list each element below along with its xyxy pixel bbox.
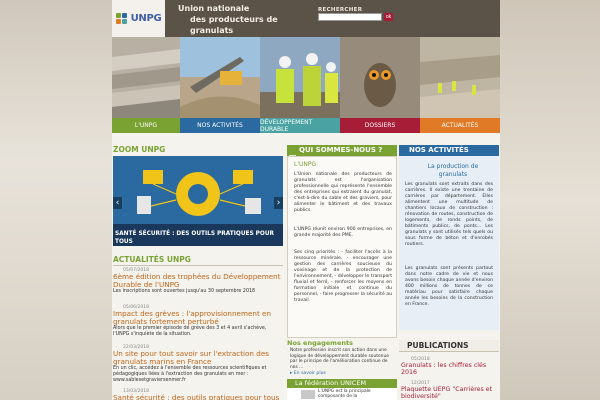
news-item bbox=[113, 268, 283, 295]
news-text: Alors que le premier épisode de grève des 3 et 4 avril s'achève, l'UNPG s'inquiète de la situation. bbox=[113, 326, 267, 337]
search-label: RECHERCHER bbox=[318, 7, 363, 13]
nav-label: DÉVELOPPEMENT DURABLE bbox=[260, 118, 313, 133]
news-title[interactable]: Santé sécurité : des outils pratiques pour tous bbox=[113, 393, 280, 400]
news-text: En un clic, accédez à l'ensemble des ressources scientifiques et pédagogiques liées à l'extraction des granulats en mer : www.sablesetgraviersenmer.fr bbox=[113, 366, 267, 383]
nav-dossiers[interactable] bbox=[340, 118, 420, 133]
carousel-prev-icon[interactable]: ‹ bbox=[113, 197, 122, 209]
background-right bbox=[500, 0, 600, 400]
publication-item bbox=[401, 381, 501, 400]
search-button[interactable]: ok bbox=[385, 14, 392, 20]
federation-title: La fédération UNICEM bbox=[287, 379, 397, 388]
nav-actualites[interactable] bbox=[420, 118, 500, 133]
news-date: 05/07/2018 bbox=[123, 268, 149, 273]
nav-label: DOSSIERS bbox=[364, 122, 396, 129]
news-item bbox=[113, 389, 283, 400]
photo-crusher bbox=[180, 37, 260, 118]
publication-date: 05/2018 bbox=[411, 357, 430, 362]
news-title[interactable]: Un site pour tout savoir sur l'extraction des granulats marins en France bbox=[113, 349, 270, 366]
federation-text: L'UNPG est la principale composante de la bbox=[318, 389, 371, 399]
news-title[interactable]: Impact des grèves : l'approvisionnement en granulats fortement perturbé bbox=[113, 309, 272, 326]
logo-mark-icon bbox=[116, 13, 128, 25]
logo-text: UNPG bbox=[130, 13, 162, 24]
photo-owl bbox=[340, 37, 420, 118]
checkbox-icon bbox=[289, 147, 296, 154]
nav-label: NOS ACTIVITÉS bbox=[197, 122, 243, 129]
engagements-text: Notre profession inscrit son action dans une logique de développement durable soutenue par le principe de l'amélioration continue de nos ... bbox=[290, 348, 389, 370]
news-item bbox=[113, 305, 283, 338]
news-title[interactable]: 6ème édition des trophées du Développement Durable de l'UNPG bbox=[113, 272, 281, 289]
logo[interactable] bbox=[112, 0, 165, 37]
actualites-title: ACTUALITÉS UNPG bbox=[113, 255, 191, 264]
news-date: 13/03/2018 bbox=[123, 389, 149, 394]
org-title-line1: Union nationale bbox=[178, 4, 250, 13]
qui-title-text: QUI SOMMES-NOUS ? bbox=[299, 146, 383, 154]
nos-activites-title: NOS ACTIVITÉS bbox=[399, 145, 499, 156]
publication-title[interactable]: Granulats : les chiffres clés 2016 bbox=[401, 362, 487, 376]
news-date: 22/03/2018 bbox=[123, 345, 149, 350]
publication-item bbox=[401, 357, 501, 376]
nav-developpement-durable[interactable] bbox=[260, 118, 340, 133]
qui-paragraph-2: L'UNPG réunit environ 900 entreprises, en grande majorité des PME. bbox=[294, 227, 392, 238]
photo-workers bbox=[260, 37, 340, 118]
nav-lunpg[interactable] bbox=[112, 118, 180, 133]
qui-subtitle: L'UNPG bbox=[294, 161, 317, 168]
qui-paragraph-1: L'Union nationale des producteurs de granulats est l'organisation professionnelle qui représente l'ensemble des entreprises qui extraient du granulat, c'est-à-dire du sable et des graviers, pour alimenter le bâtiment et des travaux publics. bbox=[294, 172, 392, 213]
qui-paragraph-3: Ses cinq priorités : - faciliter l'accès à la ressource minérale, - encourager une gestion des carrières soucieuse du voisinage et de la protection de l'environnement, - développer le transport fluvial et ferré, - renforcer les moyens en formation initiale et continue du personnel, - faire progresser la sécurité au travail. bbox=[294, 250, 392, 303]
news-date: 05/06/2018 bbox=[123, 305, 149, 310]
org-title-line2: des producteurs de granulats bbox=[190, 15, 278, 35]
zoom-title: ZOOM UNPG bbox=[113, 145, 166, 154]
unicem-logo[interactable] bbox=[301, 390, 315, 399]
photo-quarry-terraces bbox=[112, 37, 180, 118]
photo-quarry-site bbox=[420, 37, 500, 118]
publications-title: PUBLICATIONS bbox=[399, 340, 499, 352]
nav-label: ACTUALITÉS bbox=[441, 122, 479, 129]
publication-date: 12/2017 bbox=[411, 381, 430, 386]
qui-sommes-nous-title bbox=[287, 145, 397, 156]
news-text: Les inscriptions sont ouvertes jusqu'au 30 septembre 2018 bbox=[113, 289, 256, 294]
carousel-next-icon[interactable]: › bbox=[274, 197, 283, 209]
zoom-caption[interactable]: SANTÉ SÉCURITÉ : DES OUTILS PRATIQUES POUR TOUS bbox=[115, 231, 275, 245]
search-input[interactable] bbox=[318, 13, 382, 21]
page bbox=[112, 0, 500, 400]
activites-paragraph-2: Les granulats sont présents partout dans notre cadre de vie et nous avons besoin chaque année d'environ 400 millions de tonnes de ce matériau pour satisfaire chaque année les besoins de la construction en France. bbox=[405, 266, 493, 307]
header bbox=[112, 0, 500, 37]
divider bbox=[113, 265, 283, 266]
activites-paragraph-1: Les granulats sont extraits dans des carrières. Il existe une trentaine de carrières par département. Elles alimentent une multitude de chantiers locaux de construction : rénovation de routes, construction de logements, de ronds points, de bâtiments publics, de ponts... Les granulats y sont utilisés tels quels ou sous forme de béton et d'enrobés routiers. bbox=[405, 182, 493, 247]
activites-subtitle: La production de granulats bbox=[427, 163, 479, 178]
qui-sommes-nous-box bbox=[287, 156, 397, 338]
nos-activites-box bbox=[399, 156, 499, 330]
nav-label: L'UNPG bbox=[134, 122, 158, 129]
publication-title[interactable]: Plaquette UEPG "Carrières et biodiversité" bbox=[401, 386, 493, 400]
engagements-more-link[interactable]: ▸ En savoir plus bbox=[290, 371, 326, 376]
background-left bbox=[0, 0, 112, 400]
nav-nos-activites[interactable] bbox=[180, 118, 260, 133]
engagements-title: Nos engagements bbox=[287, 339, 353, 347]
news-item bbox=[113, 345, 283, 384]
organization-title bbox=[178, 3, 318, 36]
